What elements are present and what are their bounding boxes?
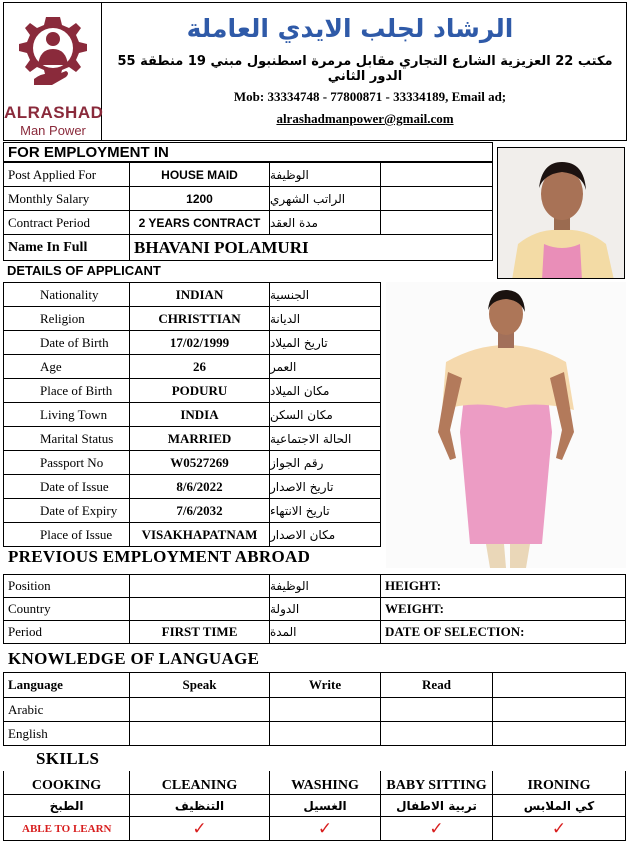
skill-check-icon-3: ✓ [269,816,381,841]
logo-text: ALRASHAD [4,103,104,122]
prev-period-label: Period [3,620,130,644]
prev-country-label: Country [3,597,130,621]
salary-label: Monthly Salary [3,186,130,211]
applicant-portrait-photo [497,147,625,279]
skill-arabic-2: التنظيف [129,794,270,817]
detail-value-7: MARRIED [129,426,270,451]
english-blank [492,721,626,746]
detail-arabic-2: الديانة [269,306,381,331]
employment-section-title: FOR EMPLOYMENT IN [3,142,493,162]
agency-contact: Mob: 33334748 - 77800871 - 33334189, Email ad; [233,89,507,104]
name-label: Name In Full [3,234,130,261]
prev-position-value [129,574,270,598]
prev-position-arabic: الوظيفة [269,574,381,598]
detail-label-7: Marital Status [3,426,130,451]
detail-label-10: Date of Expiry [3,498,130,523]
contract-label: Contract Period [3,210,130,235]
agency-logo [4,3,102,140]
detail-label-5: Place of Birth [3,378,130,403]
portrait-figure-icon [498,148,625,279]
detail-arabic-6: مكان السكن [269,402,381,427]
skill-check-icon-5: ✓ [492,816,626,841]
arabic-read [380,697,493,722]
height-label: HEIGHT: [380,574,626,598]
skill-status-1: ABLE TO LEARN [3,816,130,841]
agency-email[interactable]: alrashadmanpower@gmail.com [276,111,454,126]
detail-arabic-11: مكان الاصدار [269,522,381,547]
detail-value-2: CHRISTTIAN [129,306,270,331]
language-header-language: Language [3,672,130,698]
contract-value: 2 YEARS CONTRACT [129,210,270,235]
prev-position-label: Position [3,574,130,598]
agency-arabic-address: مكتب 22 العزيزية الشارع التجاري مقابل مرمرة اسطنبول مبني 19 منطقة 55 الدور الثاني [117,54,613,84]
detail-value-6: INDIA [129,402,270,427]
detail-arabic-10: تاريخ الانتهاء [269,498,381,523]
detail-label-1: Nationality [3,282,130,307]
detail-value-11: VISAKHAPATNAM [129,522,270,547]
detail-label-9: Date of Issue [3,474,130,499]
prev-period-arabic: المدة [269,620,381,644]
detail-label-11: Place of Issue [3,522,130,547]
skill-name-3: WASHING [269,771,381,795]
detail-label-2: Religion [3,306,130,331]
detail-arabic-5: مكان الميلاد [269,378,381,403]
language-header-speak: Speak [129,672,270,698]
skill-arabic-5: كي الملابس [492,794,626,817]
arabic-write [269,697,381,722]
skill-name-1: COOKING [3,771,130,795]
prev-country-value [129,597,270,621]
detail-arabic-8: رقم الجواز [269,450,381,475]
arabic-speak [129,697,270,722]
contract-arabic: مدة العقد [269,210,381,235]
salary-blank [380,186,493,211]
post-arabic: الوظيفة [269,162,381,187]
skills-section-title: SKILLS [36,749,100,768]
detail-arabic-1: الجنسية [269,282,381,307]
detail-arabic-4: العمر [269,354,381,379]
detail-value-5: PODURU [129,378,270,403]
detail-value-1: INDIAN [129,282,270,307]
detail-arabic-9: تاريخ الاصدار [269,474,381,499]
detail-label-3: Date of Birth [3,330,130,355]
detail-value-3: 17/02/1999 [129,330,270,355]
date-of-selection-label: DATE OF SELECTION: [380,620,626,644]
agency-arabic-title: الرشاد لجلب الايدي العاملة [186,14,514,43]
detail-label-6: Living Town [3,402,130,427]
skill-check-icon-2: ✓ [129,816,270,841]
name-value: BHAVANI POLAMURI [129,234,493,261]
skill-name-2: CLEANING [129,771,270,795]
language-row-english: English [3,721,130,746]
detail-label-8: Passport No [3,450,130,475]
skill-check-icon-4: ✓ [380,816,493,841]
language-row-arabic: Arabic [3,697,130,722]
applicant-full-photo [386,282,626,568]
detail-value-4: 26 [129,354,270,379]
prev-country-arabic: الدولة [269,597,381,621]
arabic-blank [492,697,626,722]
post-value: HOUSE MAID [129,162,270,187]
detail-value-9: 8/6/2022 [129,474,270,499]
language-header-write: Write [269,672,381,698]
skill-arabic-3: الغسيل [269,794,381,817]
previous-employment-title: PREVIOUS EMPLOYMENT ABROAD [8,547,311,566]
weight-label: WEIGHT: [380,597,626,621]
details-section-title: DETAILS OF APPLICANT [7,263,161,278]
prev-period-value: FIRST TIME [129,620,270,644]
post-label: Post Applied For [3,162,130,187]
skill-arabic-4: تربية الاطفال [380,794,493,817]
detail-value-8: W0527269 [129,450,270,475]
english-speak [129,721,270,746]
skill-name-5: IRONING [492,771,626,795]
detail-arabic-3: تاريخ الميلاد [269,330,381,355]
detail-value-10: 7/6/2032 [129,498,270,523]
language-section-title: KNOWLEDGE OF LANGUAGE [8,649,260,668]
salary-arabic: الراتب الشهري [269,186,381,211]
full-body-figure-icon [386,282,626,568]
english-write [269,721,381,746]
contract-blank [380,210,493,235]
detail-label-4: Age [3,354,130,379]
detail-arabic-7: الحالة الاجتماعية [269,426,381,451]
language-header-read: Read [380,672,493,698]
salary-value: 1200 [129,186,270,211]
logo-subtext: Man Power [20,123,86,138]
language-header-blank [492,672,626,698]
post-blank [380,162,493,187]
english-read [380,721,493,746]
skill-name-4: BABY SITTING [380,771,493,795]
logo-emblem-icon [4,9,102,99]
skill-arabic-1: الطبخ [3,794,130,817]
